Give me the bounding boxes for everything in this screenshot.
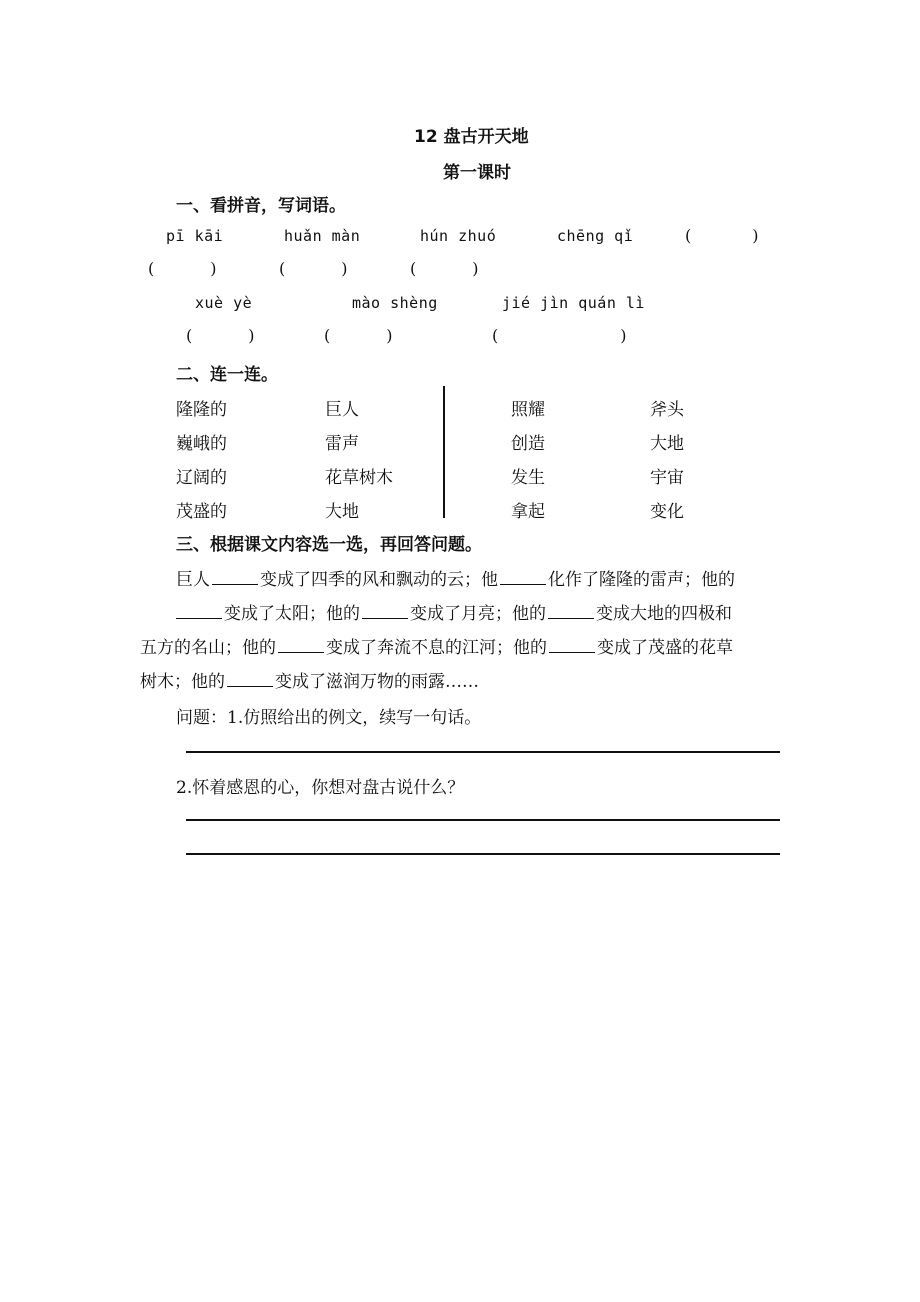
passage-text: 化作了隆隆的雷声；他的 [548,570,735,590]
fill-blank[interactable] [500,569,546,585]
answer-paren: ( ) [410,259,479,278]
passage-text: 变成了月亮；他的 [410,604,546,624]
passage-line-3 [140,633,733,658]
answer-paren: ( ) [492,326,627,345]
match-left-adj-1: 隆隆的 [176,400,227,420]
match-right-verb-1: 照耀 [511,400,545,420]
match-left-adj-2: 巍峨的 [176,434,227,454]
match-left-adj-4: 茂盛的 [176,502,227,522]
pinyin-3: hún zhuó [420,227,497,245]
page-title: 12 盘古开天地 [414,127,529,147]
fill-blank[interactable] [549,637,595,653]
pinyin-4: chēng qǐ [557,227,634,245]
match-left-noun-1: 巨人 [325,400,359,420]
match-right-verb-3: 发生 [511,468,545,488]
passage-text: 变成大地的四极和 [596,604,732,624]
match-right-noun-2: 大地 [650,434,684,454]
match-left-noun-3: 花草树木 [325,468,393,488]
pinyin-6: mào shèng [352,294,438,312]
answer-line-1[interactable] [186,751,780,753]
fill-blank[interactable] [176,603,222,619]
fill-blank[interactable] [227,671,273,687]
match-left-adj-3: 辽阔的 [176,468,227,488]
column-divider [443,386,445,518]
answer-line-3[interactable] [186,853,780,855]
passage-text: 变成了茂盛的花草 [597,638,733,658]
match-right-noun-4: 变化 [650,502,684,522]
answer-paren: ( ) [148,259,217,278]
answer-paren: ( ) [685,226,759,245]
section3-heading: 三、根据课文内容选一选，再回答问题。 [176,535,482,555]
passage-text: 五方的名山；他的 [140,638,276,658]
question-1: 问题：1.仿照给出的例文，续写一句话。 [176,708,482,728]
passage-text: 变成了四季的风和飘动的云；他 [260,570,498,590]
answer-paren: ( ) [279,259,348,278]
section2-heading: 二、连一连。 [176,365,278,385]
match-right-noun-1: 斧头 [650,400,684,420]
match-right-verb-2: 创造 [511,434,545,454]
passage-text: 变成了奔流不息的江河；他的 [326,638,547,658]
passage-text: 变成了滋润万物的雨露…… [275,672,479,692]
passage-text: 巨人 [176,570,210,590]
passage-line-1 [176,565,735,590]
fill-blank[interactable] [548,603,594,619]
fill-blank[interactable] [362,603,408,619]
passage-line-2 [176,599,732,624]
pinyin-1: pī kāi [166,227,224,245]
pinyin-7: jié jìn quán lì [502,294,645,312]
fill-blank[interactable] [212,569,258,585]
question-2: 2.怀着感恩的心，你想对盘古说什么？ [176,778,465,798]
passage-line-4 [140,667,479,692]
match-left-noun-4: 大地 [325,502,359,522]
match-left-noun-2: 雷声 [325,434,359,454]
answer-paren: ( ) [186,326,255,345]
passage-text: 树木；他的 [140,672,225,692]
fill-blank[interactable] [278,637,324,653]
match-right-noun-3: 宇宙 [650,468,684,488]
passage-text: 变成了太阳；他的 [224,604,360,624]
page-subtitle: 第一课时 [443,163,511,183]
pinyin-5: xuè yè [195,294,253,312]
match-right-verb-4: 拿起 [511,502,545,522]
answer-paren: ( ) [324,326,393,345]
pinyin-2: huǎn màn [284,227,361,245]
answer-line-2[interactable] [186,819,780,821]
section1-heading: 一、看拼音，写词语。 [176,196,346,216]
